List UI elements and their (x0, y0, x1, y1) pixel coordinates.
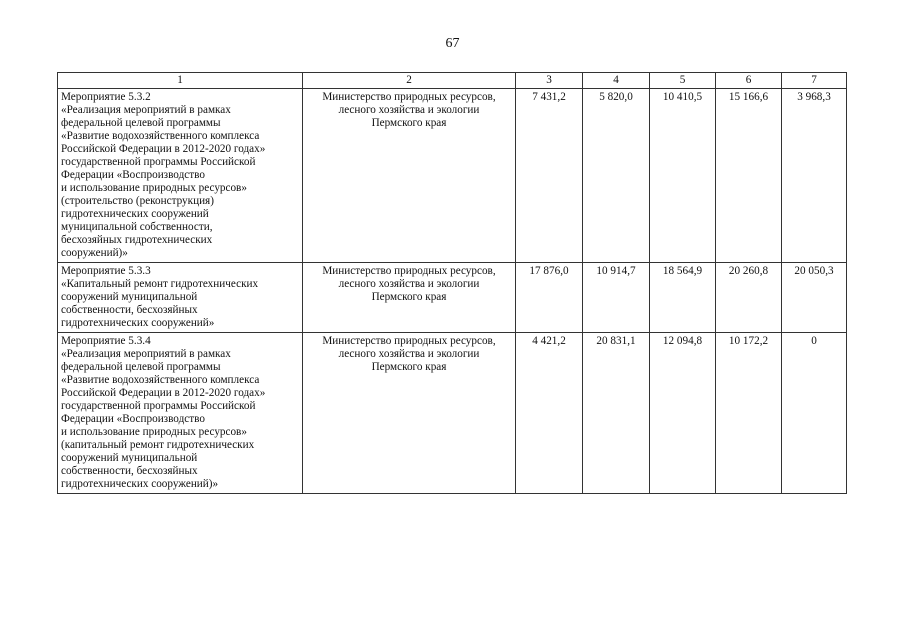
column-header: 6 (716, 73, 782, 89)
table-row (58, 333, 847, 494)
table-header-row (58, 73, 847, 89)
page-number: 67 (445, 36, 460, 51)
column-header: 5 (650, 73, 716, 89)
organization-cell: Министерство природных ресурсов, лесного хозяйства и экологии Пермского края (303, 89, 516, 263)
value-cell: 10 914,7 (583, 263, 650, 333)
value-cell: 15 166,6 (716, 89, 782, 263)
value-cell: 0 (782, 333, 847, 494)
value-cell: 17 876,0 (516, 263, 583, 333)
value-cell: 5 820,0 (583, 89, 650, 263)
column-header: 7 (782, 73, 847, 89)
value-cell: 12 094,8 (650, 333, 716, 494)
value-cell: 4 421,2 (516, 333, 583, 494)
value-cell: 10 172,2 (716, 333, 782, 494)
organization-cell: Министерство природных ресурсов, лесного хозяйства и экологии Пермского края (303, 333, 516, 494)
table-row (58, 89, 847, 263)
budget-table (57, 72, 847, 494)
column-header: 1 (58, 73, 303, 89)
value-cell: 3 968,3 (782, 89, 847, 263)
column-header: 2 (303, 73, 516, 89)
activity-cell: Мероприятие 5.3.2 «Реализация мероприятий в рамках федеральной целевой программы «Развитие водохозяйственного комплекса Российской Федерации в 2012-2020 годах» государственной программы Российской Федерации «Воспроизводство и использование природных ресурсов» (строительство (реконструкция) гидротехнических сооружений муниципальной собственности, бесхозяйных гидротехнических сооружений)» (58, 89, 303, 263)
value-cell: 10 410,5 (650, 89, 716, 263)
column-header: 3 (516, 73, 583, 89)
activity-cell: Мероприятие 5.3.3 «Капитальный ремонт гидротехнических сооружений муниципальной собственности, бесхозяйных гидротехнических сооружений» (58, 263, 303, 333)
organization-cell: Министерство природных ресурсов, лесного хозяйства и экологии Пермского края (303, 263, 516, 333)
value-cell: 7 431,2 (516, 89, 583, 263)
activity-cell: Мероприятие 5.3.4 «Реализация мероприятий в рамках федеральной целевой программы «Развитие водохозяйственного комплекса Российской Федерации в 2012-2020 годах» государственной программы Российской Федерации «Воспроизводство и использование природных ресурсов» (капитальный ремонт гидротехнических сооружений муниципальной собственности, бесхозяйных гидротехнических сооружений)» (58, 333, 303, 494)
value-cell: 18 564,9 (650, 263, 716, 333)
value-cell: 20 260,8 (716, 263, 782, 333)
column-header: 4 (583, 73, 650, 89)
value-cell: 20 831,1 (583, 333, 650, 494)
value-cell: 20 050,3 (782, 263, 847, 333)
table-row (58, 263, 847, 333)
